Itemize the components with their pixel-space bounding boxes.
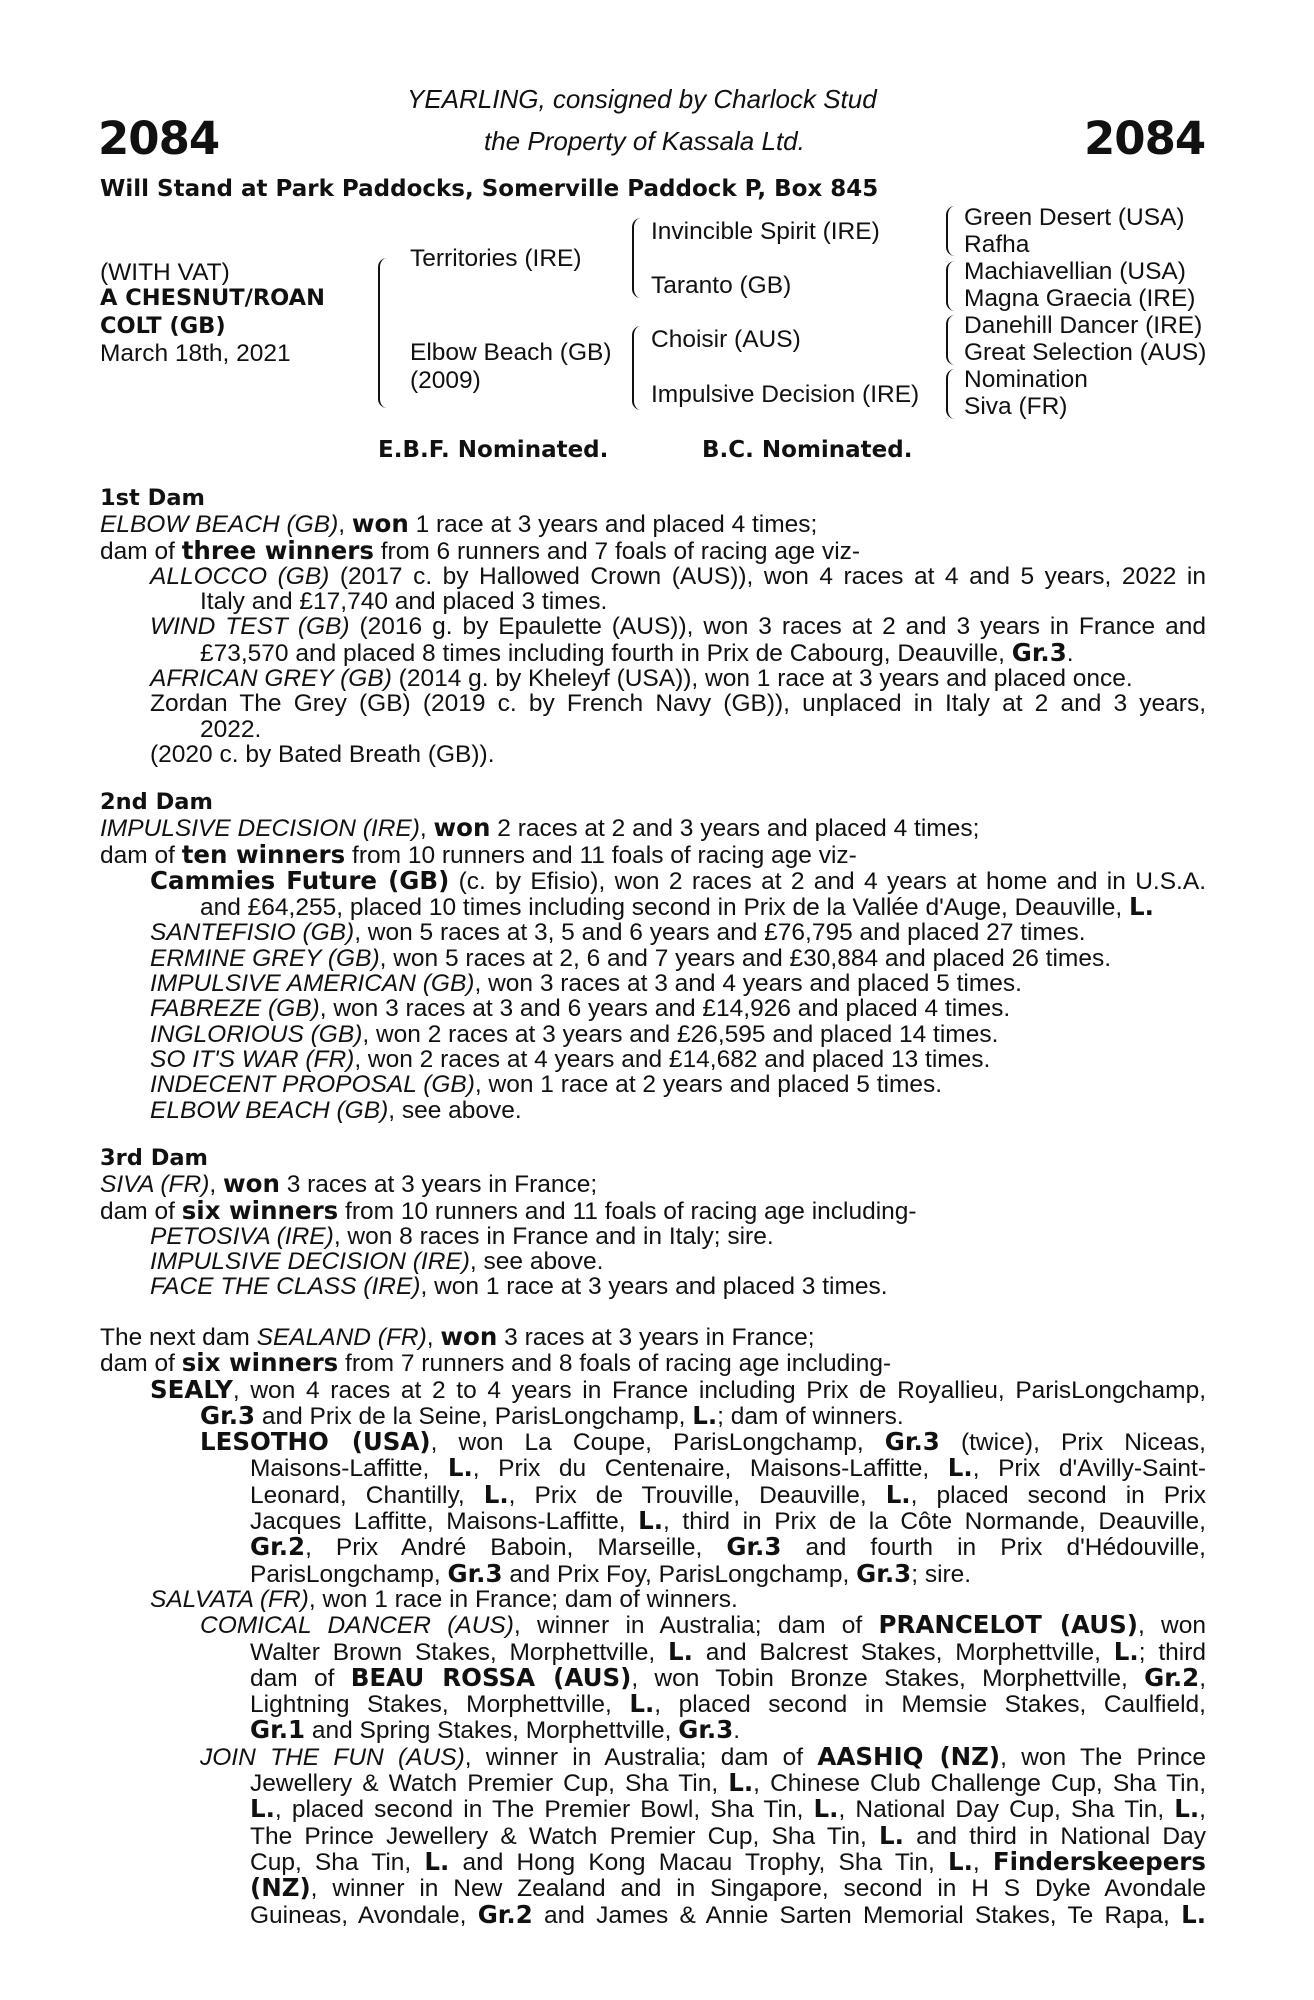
- horse-description: A CHESNUT/ROAN: [100, 285, 325, 311]
- list-item-cont: 2022.: [200, 715, 262, 743]
- list-item: AFRICAN GREY (GB) (2014 g. by Kheleyf (USA)), won 1 race at 3 years and placed once.: [150, 665, 1133, 693]
- pedigree-bracket-main: [378, 258, 389, 408]
- dam-produce-summary: dam of six winners from 7 runners and 8 foals of racing age including-: [100, 1348, 892, 1378]
- list-item: FACE THE CLASS (IRE), won 1 race at 3 years and placed 3 times.: [150, 1273, 888, 1301]
- list-item-cont: and £64,255, placed 10 times including second in Prix de la Vallée d'Auge, Deauville, L.: [200, 892, 1154, 922]
- dam-record: ELBOW BEACH (GB), won 1 race at 3 years and placed 4 times;: [100, 509, 818, 539]
- third-dam-section: [100, 1146, 1206, 1300]
- list-item-cont: Lightning Stakes, Morphettville, L., placed second in Memsie Stakes, Caulfield,: [250, 1689, 1206, 1719]
- list-item: ELBOW BEACH (GB), see above.: [150, 1096, 522, 1124]
- list-item: IMPULSIVE AMERICAN (GB), won 3 races at 3 and 4 years and placed 5 times.: [150, 970, 1022, 998]
- ggd-4: Siva (FR): [964, 393, 1068, 420]
- list-item-cont: ParisLongchamp, Gr.3 and Prix Foy, ParisLongchamp, Gr.3; sire.: [250, 1558, 972, 1588]
- list-item-cont: The Prince Jewellery & Watch Premier Cup, Sha Tin, L. and third in National Day: [250, 1820, 1206, 1850]
- dam-sire: Choisir (AUS): [651, 326, 801, 353]
- dam-year: (2009): [410, 367, 481, 394]
- ggs-2: Machiavellian (USA): [964, 258, 1186, 285]
- list-item-cont: Jacques Laffitte, Maisons-Laffitte, L., third in Prix de la Côte Normande, Deauville,: [250, 1506, 1206, 1536]
- sire-sire: Invincible Spirit (IRE): [651, 218, 880, 245]
- list-item: SALVATA (FR), won 1 race in France; dam of winners.: [150, 1585, 738, 1613]
- section-heading: 2nd Dam: [100, 789, 213, 815]
- ggd-3: Great Selection (AUS): [964, 339, 1207, 366]
- pedigree-bracket-g2: [946, 261, 955, 311]
- second-dam-section: [100, 790, 1206, 1123]
- consignment-line: YEARLING, consigned by Charlock Stud: [407, 84, 877, 114]
- list-item-cont: Cup, Sha Tin, L. and Hong Kong Macau Trophy, Sha Tin, L., Finderskeepers: [250, 1846, 1206, 1876]
- bc-nominated: B.C. Nominated.: [702, 437, 913, 463]
- dam-name: Elbow Beach (GB): [410, 339, 612, 366]
- list-item-cont: L., placed second in The Premier Bowl, Sha Tin, L., National Day Cup, Sha Tin, L.,: [250, 1794, 1206, 1824]
- list-item: WIND TEST (GB) (2016 g. by Epaulette (AUS)), won 3 races at 2 and 3 years in France and: [150, 613, 1206, 641]
- list-item: INDECENT PROPOSAL (GB), won 1 race at 2 years and placed 5 times.: [150, 1071, 943, 1099]
- pedigree-bracket-g3: [946, 315, 955, 365]
- list-item: ALLOCCO (GB) (2017 c. by Hallowed Crown (AUS)), won 4 races at 4 and 5 years, 2022 in: [150, 562, 1206, 590]
- horse-sex: COLT (GB): [100, 313, 226, 339]
- list-item: (2020 c. by Bated Breath (GB)).: [150, 740, 495, 768]
- stand-location: Will Stand at Park Paddocks, Somerville Paddock P, Box 845: [100, 176, 879, 202]
- list-item: LESOTHO (USA), won La Coupe, ParisLongchamp, Gr.3 (twice), Prix Niceas,: [200, 1427, 1206, 1457]
- first-dam-section: [100, 486, 1206, 767]
- pedigree-bracket-sire: [632, 218, 642, 298]
- pedigree-bracket-g4: [946, 369, 955, 419]
- list-item-cont: Italy and £17,740 and placed 3 times.: [200, 588, 608, 616]
- horse-dob: March 18th, 2021: [100, 340, 291, 367]
- dam-dam: Impulsive Decision (IRE): [651, 381, 920, 408]
- dam-record: IMPULSIVE DECISION (IRE), won 2 races at 2 and 3 years and placed 4 times;: [100, 813, 980, 843]
- list-item: Zordan The Grey (GB) (2019 c. by French Navy (GB)), unplaced in Italy at 2 and 3 years,: [150, 690, 1206, 718]
- dam-record: SIVA (FR), won 3 races at 3 years in France;: [100, 1169, 598, 1199]
- ggd-2: Magna Graecia (IRE): [964, 285, 1196, 312]
- list-item: Cammies Future (GB) (c. by Efisio), won 2 races at 2 and 4 years at home and in U.S.A.: [150, 865, 1207, 895]
- list-item: PETOSIVA (IRE), won 8 races in France and in Italy; sire.: [150, 1222, 774, 1250]
- list-item: SO IT'S WAR (FR), won 2 races at 4 years and £14,682 and placed 13 times.: [150, 1045, 991, 1073]
- property-line: the Property of Kassala Ltd.: [484, 126, 805, 156]
- list-item-cont: (NZ), winner in New Zealand and in Singapore, second in H S Dyke Avondale: [250, 1873, 1206, 1903]
- section-heading: 3rd Dam: [100, 1145, 208, 1171]
- dam-produce-summary: dam of six winners from 10 runners and 11 foals of racing age including-: [100, 1195, 917, 1225]
- list-item: IMPULSIVE DECISION (IRE), see above.: [150, 1248, 604, 1276]
- dam-produce-summary: dam of ten winners from 10 runners and 11 foals of racing age viz-: [100, 839, 857, 869]
- list-item-cont: Guineas, Avondale, Gr.2 and James & Annie Sarten Memorial Stakes, Te Rapa, L.: [250, 1899, 1206, 1929]
- ebf-nominated: E.B.F. Nominated.: [378, 437, 609, 463]
- ggs-1: Green Desert (USA): [964, 204, 1185, 231]
- ggs-4: Nomination: [964, 366, 1088, 393]
- list-item-cont: Gr.2, Prix André Baboin, Marseille, Gr.3 and fourth in Prix d'Hédouville,: [250, 1532, 1206, 1562]
- pedigree-bracket-g1: [946, 206, 955, 256]
- sire-name: Territories (IRE): [410, 245, 582, 272]
- pedigree-bracket-dam: [632, 326, 642, 410]
- list-item: COMICAL DANCER (AUS), winner in Australia; dam of PRANCELOT (AUS), won: [200, 1610, 1207, 1640]
- list-item-cont: Maisons-Laffitte, L., Prix du Centenaire, Maisons-Laffitte, L., Prix d'Avilly-Saint-: [250, 1453, 1207, 1483]
- sire-dam: Taranto (GB): [651, 272, 792, 299]
- list-item: SEALY, won 4 races at 2 to 4 years in France including Prix de Royallieu, ParisLongchamp,: [150, 1374, 1206, 1404]
- list-item-cont: Gr.1 and Spring Stakes, Morphettville, Gr.3.: [250, 1715, 741, 1745]
- list-item: SANTEFISIO (GB), won 5 races at 3, 5 and 6 years and £76,795 and placed 27 times.: [150, 919, 1086, 947]
- lot-number-right: 2084: [1084, 112, 1206, 165]
- list-item: INGLORIOUS (GB), won 2 races at 3 years and £26,595 and placed 14 times.: [150, 1020, 999, 1048]
- section-heading: 1st Dam: [100, 485, 205, 511]
- vat-note: (WITH VAT): [100, 259, 230, 286]
- list-item-cont: Jewellery & Watch Premier Cup, Sha Tin, L., Chinese Club Challenge Cup, Sha Tin,: [250, 1768, 1206, 1798]
- dam-record: The next dam SEALAND (FR), won 3 races at 3 years in France;: [100, 1322, 815, 1351]
- list-item: JOIN THE FUN (AUS), winner in Australia; dam of AASHIQ (NZ), won The Prince: [200, 1741, 1206, 1771]
- ggs-3: Danehill Dancer (IRE): [964, 312, 1203, 339]
- ggd-1: Rafha: [964, 231, 1030, 258]
- list-item-cont: £73,570 and placed 8 times including fourth in Prix de Cabourg, Deauville, Gr.3.: [200, 637, 1074, 667]
- list-item-cont: Gr.3 and Prix de la Seine, ParisLongchamp, L.; dam of winners.: [200, 1400, 904, 1430]
- list-item: ERMINE GREY (GB), won 5 races at 2, 6 and 7 years and £30,884 and placed 26 times.: [150, 944, 1112, 972]
- next-dam-section: [100, 1324, 1206, 1928]
- dam-produce-summary: dam of three winners from 6 runners and 7 foals of racing age viz-: [100, 535, 861, 565]
- list-item: FABREZE (GB), won 3 races at 3 and 6 years and £14,926 and placed 4 times.: [150, 995, 1011, 1023]
- list-item-cont: Walter Brown Stakes, Morphettville, L. and Balcrest Stakes, Morphettville, L.; third: [250, 1636, 1207, 1666]
- lot-number-left: 2084: [98, 112, 220, 165]
- list-item-cont: dam of BEAU ROSSA (AUS), won Tobin Bronze Stakes, Morphettville, Gr.2,: [250, 1662, 1206, 1692]
- list-item-cont: Leonard, Chantilly, L., Prix de Trouville, Deauville, L., placed second in Prix: [250, 1479, 1207, 1509]
